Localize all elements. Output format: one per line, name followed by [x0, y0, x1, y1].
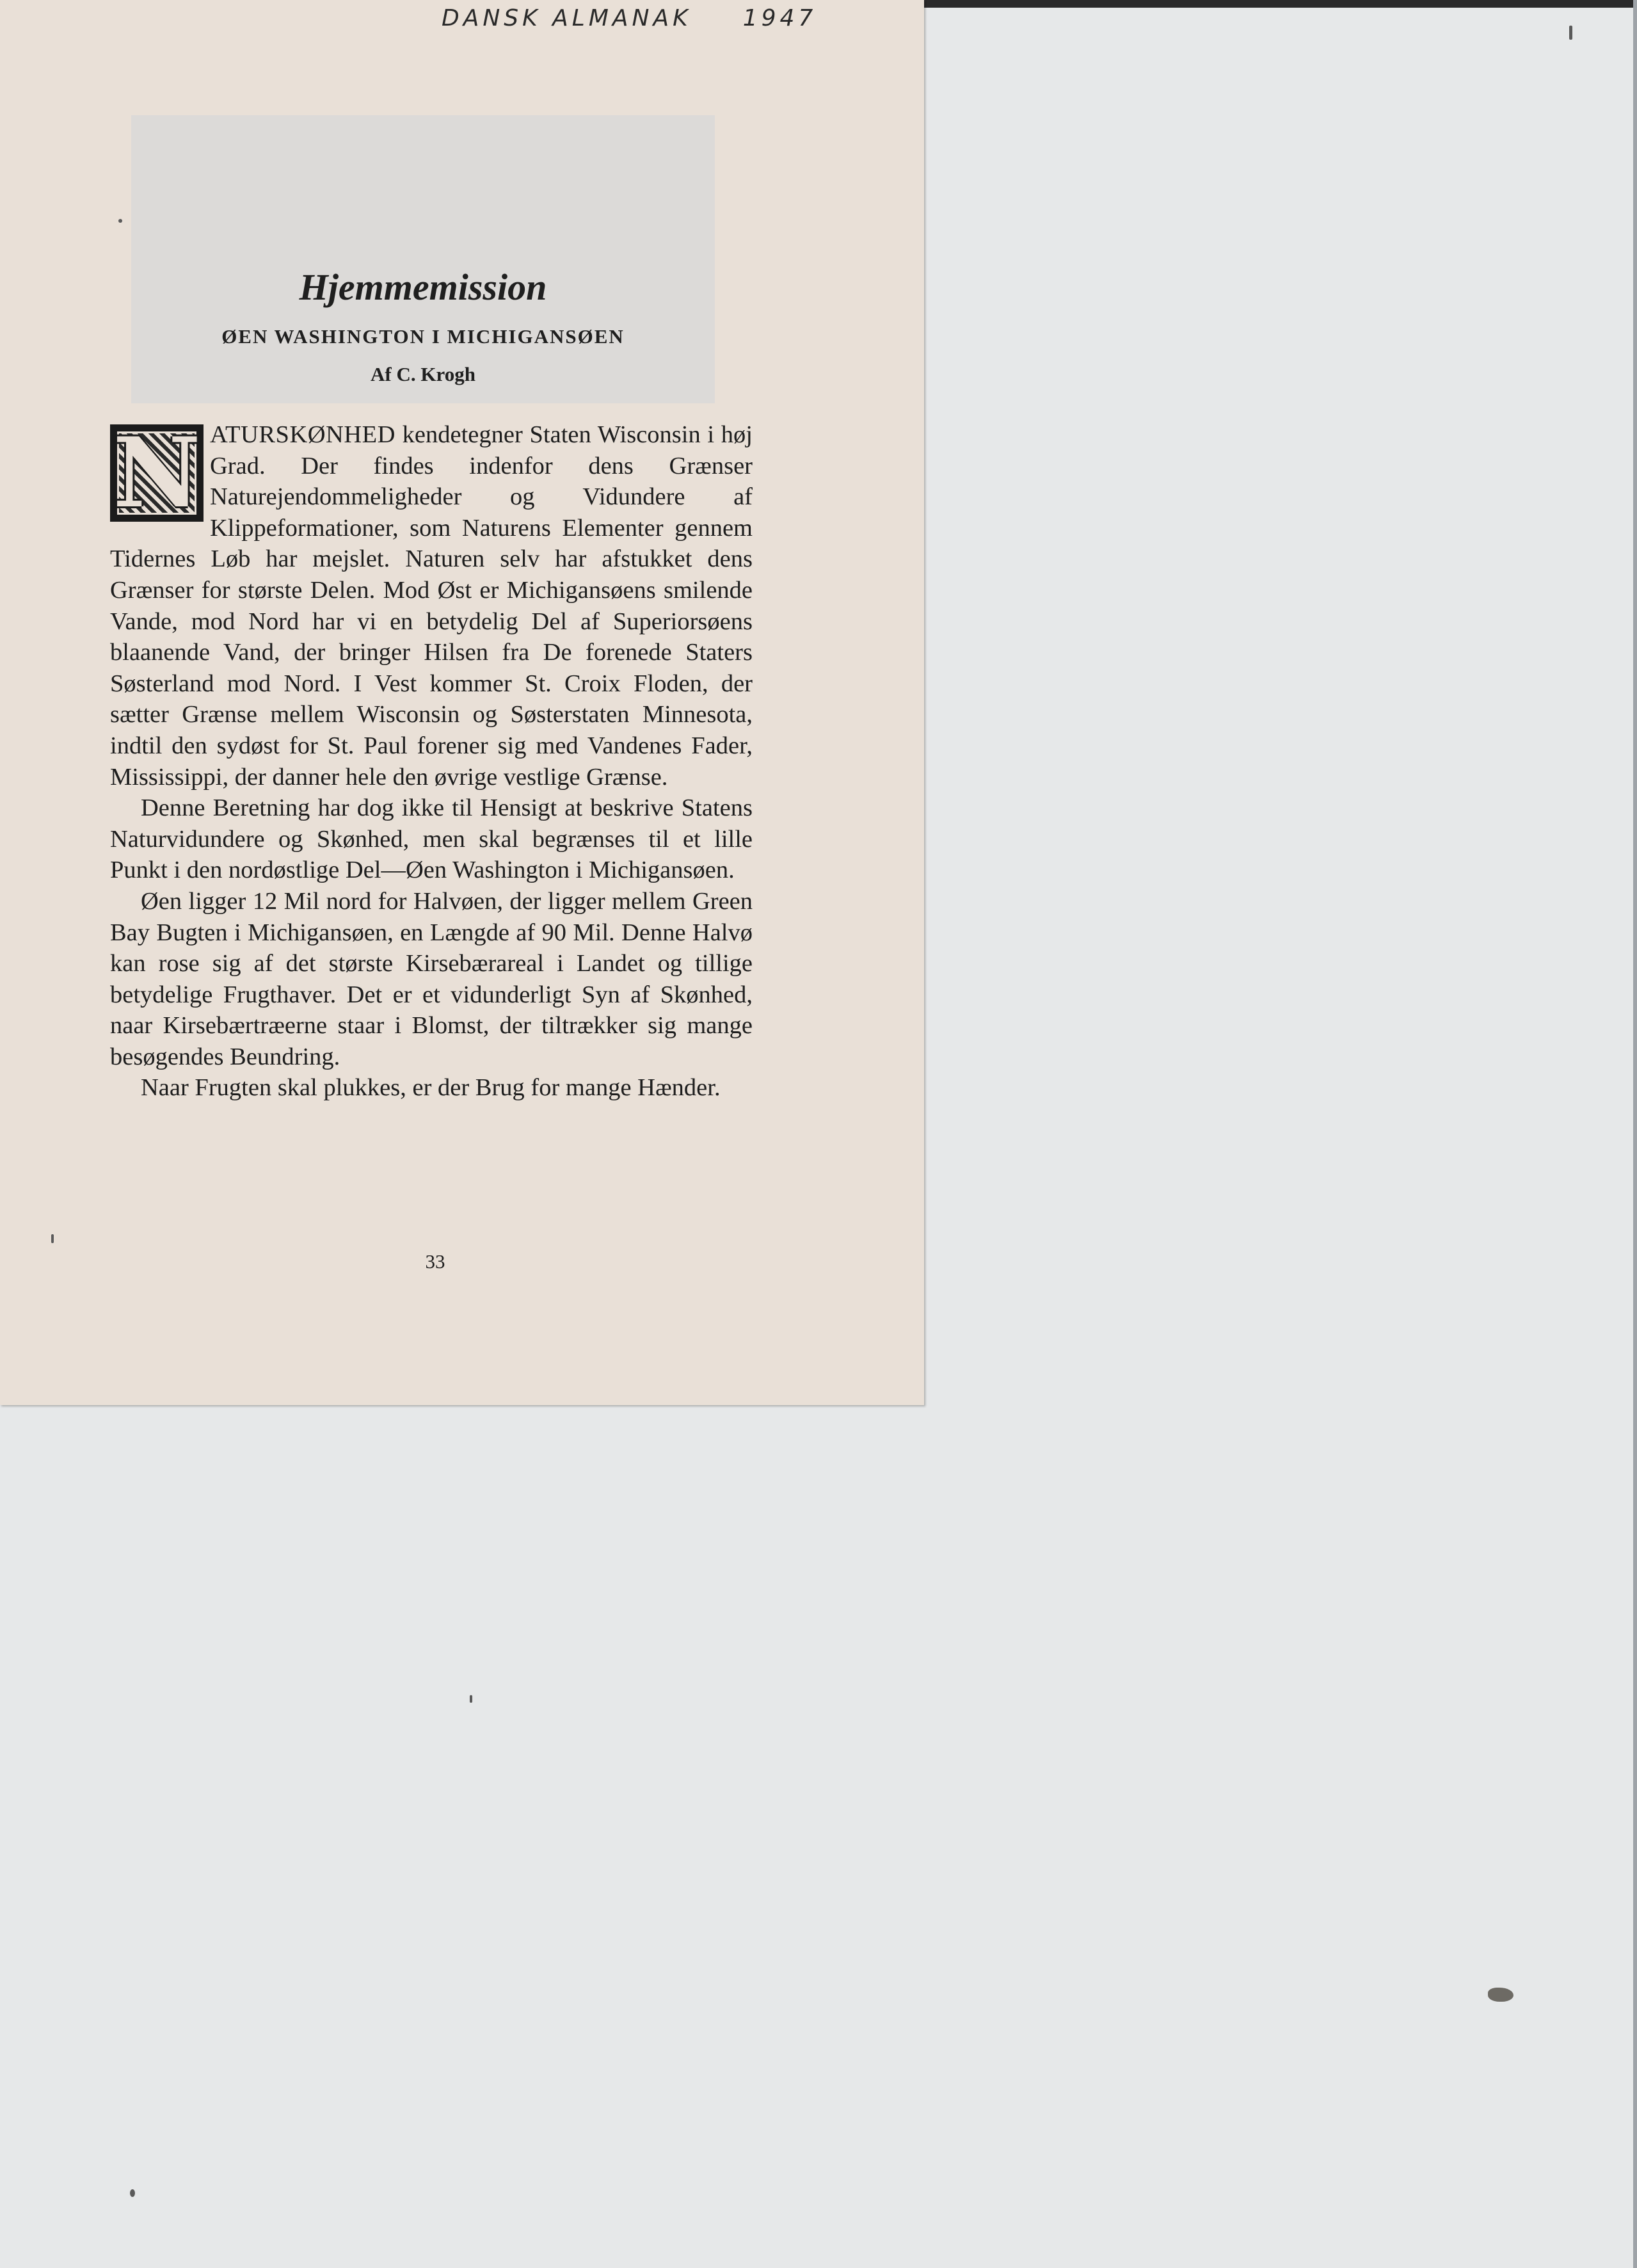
- dust-speck: [1488, 1988, 1513, 2002]
- dust-speck: [1569, 26, 1572, 40]
- opening-caps: ATURSKØNHED: [210, 421, 395, 448]
- article-body: [110, 419, 753, 1104]
- paragraph-1: [110, 419, 753, 792]
- newspaper-clipping: [0, 0, 924, 1405]
- scanner-edge-right: [1633, 0, 1637, 2268]
- handwritten-note: [442, 5, 817, 31]
- paragraph-1-text: kendetegner Staten Wisconsin i høj Grad. Der findes indenfor dens Grænser Naturejendommeligheder og Vidundere af Klippeformationer, som Naturens Elementer gennem Tidernes Løb har mejslet. Naturen selv har afstukket dens Grænser for største Delen. Mod Øst er Michigansøens smilende Vande, mod Nord har vi en betydelig Del af Superiorsøens blaanende Vand, der bringer Hilsen fra De forenede Staters Søsterland mod Nord. I Vest kommer St. Croix Floden, der sætter Grænse mellem Wisconsin og Søsterstaten Minnesota, indtil den sydøst for St. Paul forener sig med Vandenes Fader, Mississippi, der danner hele den øvrige vestlige Grænse.: [110, 421, 753, 791]
- handwritten-year: 1947: [742, 5, 817, 31]
- handwritten-title: DANSK ALMANAK: [442, 5, 692, 31]
- article-subtitle: ØEN WASHINGTON I MICHIGANSØEN: [221, 325, 625, 348]
- article-title: Hjemmemission: [299, 266, 547, 308]
- dust-speck: [470, 1695, 472, 1703]
- paragraph-4: Naar Frugten skal plukkes, er der Brug for mange Hænder.: [141, 1074, 721, 1102]
- article-byline: Af C. Krogh: [371, 363, 475, 385]
- page-number: 33: [425, 1250, 445, 1273]
- dropcap-letter: N: [113, 417, 201, 529]
- dust-speck: [130, 2189, 135, 2197]
- header-shaded-area: [131, 115, 715, 403]
- paragraph-3: Øen ligger 12 Mil nord for Halvøen, der ligger mellem Green Bay Bugten i Michigansøen, en Længde af 90 Mil. Denne Halvø kan rose sig af det største Kirsebærareal i Landet og tillige betydelige Frugthaver. Det er et vidunderligt Syn af Skønhed, naar Kirsebærtræerne staar i Blomst, der tiltrækker sig mange besøgendes Beundring.: [110, 887, 753, 1070]
- scanner-edge-top: [922, 0, 1637, 8]
- dust-speck: [51, 1234, 54, 1243]
- dropcap-ornament: [110, 417, 204, 529]
- paragraph-2: Denne Beretning har dog ikke til Hensigt at beskrive Statens Naturvidundere og Skønhed, men skal begrænses til et lille Punkt i den nordøstlige Del—Øen Washington i Michigansøen.: [110, 794, 753, 884]
- dust-speck: [118, 219, 122, 223]
